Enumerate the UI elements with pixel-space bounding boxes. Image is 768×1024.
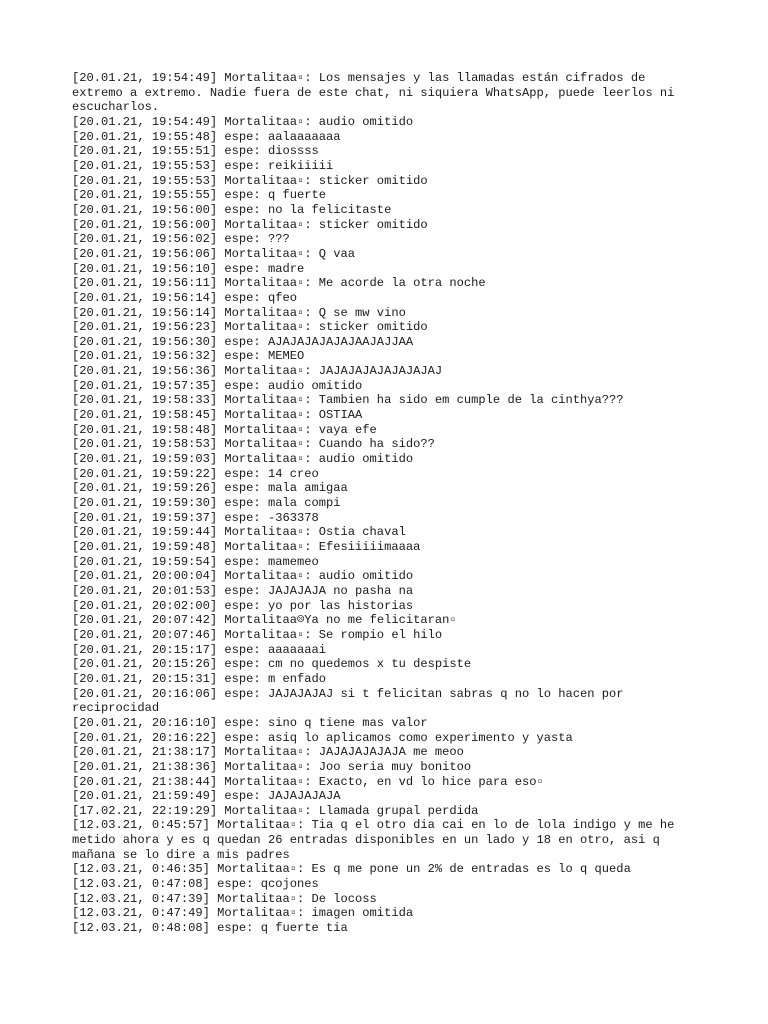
chat-message-line: [20.01.21, 19:56:30] espe: AJAJAJAJAJAJAAJAJJAA <box>72 334 414 349</box>
chat-message-line: [20.01.21, 19:55:55] espe: q fuerte <box>72 188 327 203</box>
chat-message-line: [20.01.21, 19:56:02] espe: ??? <box>72 232 290 247</box>
chat-message-line: [20.01.21, 20:16:22] espe: asiq lo aplicamos como experimento y yasta <box>72 730 573 745</box>
chat-message-line: [20.01.21, 19:56:36] Mortalitaa▫: JAJAJAJAJAJAJAJAJ <box>72 364 443 379</box>
chat-message-line: [20.01.21, 20:16:06] espe: JAJAJAJAJ si t felicitan sabras q no lo hacen por reciprocidad <box>72 686 631 716</box>
chat-message-line: [20.01.21, 19:55:53] espe: reikiiiii <box>72 158 334 173</box>
chat-message-line: [20.01.21, 19:59:48] Mortalitaa▫: Efesiiiiimaaaa <box>72 540 421 554</box>
chat-message-line: [20.01.21, 20:01:53] espe: JAJAJAJA no pasha na <box>72 583 414 598</box>
chat-message-line: [20.01.21, 19:57:35] espe: audio omitido <box>72 378 363 393</box>
chat-message-line: [20.01.21, 19:59:26] espe: mala amigaa <box>72 481 348 496</box>
chat-message-line: [20.01.21, 19:59:30] espe: mala compi <box>72 496 341 511</box>
chat-message-line: [20.01.21, 20:15:17] espe: aaaaaaai <box>72 642 327 657</box>
chat-message-line: [20.01.21, 20:07:42] Mortalitaa☹Ya no me felicitaran▫ <box>72 613 457 628</box>
chat-message-line: [20.01.21, 19:54:49] Mortalitaa▫: audio omitido <box>72 114 414 129</box>
chat-message-line: [20.01.21, 19:58:48] Mortalitaa▫: vaya efe <box>72 422 377 437</box>
chat-message-line: [20.01.21, 19:56:06] Mortalitaa▫: Q vaa <box>72 246 356 261</box>
chat-message-line: [20.01.21, 19:58:45] Mortalitaa▫: OSTIAA <box>72 408 363 423</box>
chat-message-line: [20.01.21, 20:15:31] espe: m enfado <box>72 671 327 686</box>
chat-message-line: [20.01.21, 19:56:10] espe: madre <box>72 261 305 276</box>
chat-message-line: [20.01.21, 19:55:51] espe: diossss <box>72 144 319 159</box>
chat-message-line: [20.01.21, 19:59:03] Mortalitaa▫: audio omitido <box>72 452 414 467</box>
chat-message-line: [20.01.21, 19:55:53] Mortalitaa▫: sticker omitido <box>72 173 428 188</box>
chat-message-line: [20.01.21, 19:54:49] Mortalitaa▫: Los mensajes y las llamadas están cifrados de extremo a extremo. Nadie fuera de este chat, ni siquiera WhatsApp, puede leerlos ni escucharlos. <box>72 71 682 115</box>
chat-message-line: [12.03.21, 0:48:08] espe: q fuerte tia <box>72 921 348 936</box>
chat-message-line: [20.01.21, 19:59:44] Mortalitaa▫: Ostia chaval <box>72 525 406 540</box>
chat-message-line: [20.01.21, 21:38:36] Mortalitaa▫: Joo seria muy bonitoo <box>72 759 472 774</box>
chat-message-line: [12.03.21, 0:47:08] espe: qcojones <box>72 877 319 892</box>
chat-message-line: [20.01.21, 19:56:23] Mortalitaa▫: sticker omitido <box>72 320 428 335</box>
chat-message-line: [12.03.21, 0:46:35] Mortalitaa▫: Es q me pone un 2% de entradas es lo q queda <box>72 862 631 877</box>
chat-message-line: [20.01.21, 21:59:49] espe: JAJAJAJAJA <box>72 789 341 804</box>
chat-message-line: [20.01.21, 21:38:44] Mortalitaa▫: Exacto, en vd lo hice para eso▫ <box>72 774 544 789</box>
chat-message-line: [20.01.21, 19:59:54] espe: mamemeo <box>72 554 319 569</box>
chat-message-line: [20.01.21, 19:56:11] Mortalitaa▫: Me acorde la otra noche <box>72 276 486 291</box>
chat-message-line: [20.01.21, 20:15:26] espe: cm no quedemos x tu despiste <box>72 657 472 672</box>
chat-message-line: [12.03.21, 0:45:57] Mortalitaa▫: Tia q el otro dia cai en lo de lola indigo y me he metido ahora y es q quedan 26 entradas disponibles en un lado y 18 en otro, asi q mañana se lo dire a mis padres <box>72 818 682 862</box>
chat-message-line: [20.01.21, 21:38:17] Mortalitaa▫: JAJAJAJAJAJA me meoo <box>72 745 464 760</box>
chat-message-line: [20.01.21, 19:55:48] espe: aalaaaaaaa <box>72 129 341 144</box>
chat-message-line: [20.01.21, 20:02:00] espe: yo por las historias <box>72 598 414 613</box>
chat-message-line: [20.01.21, 19:56:00] Mortalitaa▫: sticker omitido <box>72 217 428 232</box>
chat-message-line: [12.03.21, 0:47:39] Mortalitaa▫: De locoss <box>72 891 377 906</box>
chat-message-line: [20.01.21, 20:16:10] espe: sino q tiene mas valor <box>72 715 428 730</box>
chat-message-line: [20.01.21, 20:00:04] Mortalitaa▫: audio omitido <box>72 569 414 584</box>
chat-message-line: [20.01.21, 19:56:32] espe: MEMEO <box>72 349 305 364</box>
chat-message-line: [20.01.21, 19:56:14] Mortalitaa▫: Q se mw vino <box>72 305 406 320</box>
chat-message-line: [20.01.21, 19:56:00] espe: no la felicitaste <box>72 202 392 217</box>
chat-message-line: [20.01.21, 19:58:33] Mortalitaa▫: Tambien ha sido em cumple de la cinthya??? <box>72 393 624 408</box>
chat-message-line: [20.01.21, 19:59:37] espe: -363378 <box>72 510 319 525</box>
chat-message-line: [20.01.21, 20:07:46] Mortalitaa▫: Se rompio el hilo <box>72 627 443 642</box>
chat-message-line: [12.03.21, 0:47:49] Mortalitaa▫: imagen omitida <box>72 906 414 921</box>
chat-message-line: [20.01.21, 19:59:22] espe: 14 creo <box>72 466 319 481</box>
chat-message-line: [17.02.21, 22:19:29] Mortalitaa▫: Llamada grupal perdida <box>72 803 479 818</box>
chat-message-line: [20.01.21, 19:58:53] Mortalitaa▫: Cuando ha sido?? <box>72 437 435 452</box>
chat-message-line: [20.01.21, 19:56:14] espe: qfeo <box>72 290 297 305</box>
chat-transcript <box>72 71 702 936</box>
